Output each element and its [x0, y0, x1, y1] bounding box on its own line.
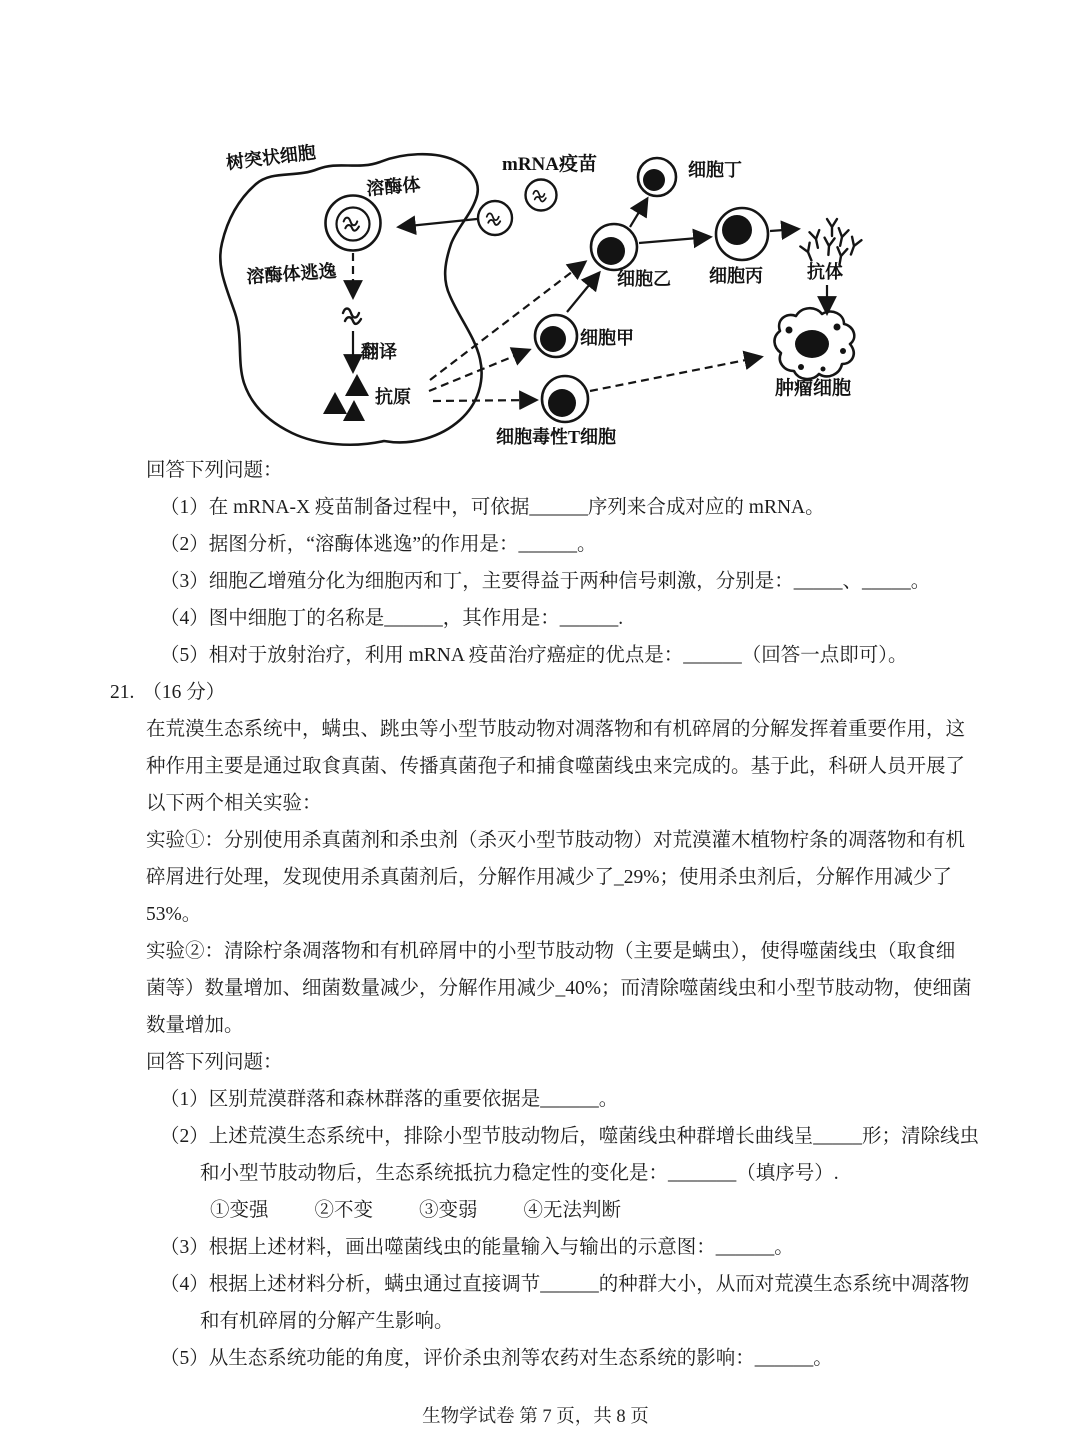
q21-number: 21. [110, 682, 135, 703]
q21-body-line: 在荒漠生态系统中，螨虫、跳虫等小型节肢动物对凋落物和有机碎屑的分解发挥着重要作用，这 [146, 719, 966, 740]
dendritic-cell-outline [220, 154, 481, 445]
label-mrna-vaccine: mRNA疫苗 [502, 154, 597, 175]
label-lysosome-escape: 溶酶体逃逸 [245, 260, 338, 287]
immune-response-diagram [0, 0, 1071, 465]
q21-header [110, 674, 1000, 711]
cell-ding [638, 158, 676, 196]
q21-points: （16 分） [142, 682, 226, 703]
arrow-tcell-to-tumor [590, 357, 761, 391]
q21-answer-intro: 回答下列问题： [146, 1052, 283, 1073]
label-cell-ding: 细胞丁 [688, 160, 742, 180]
antibody-y-icons [800, 219, 861, 266]
q21-body-line: 菌等）数量增加、细菌数量减少，分解作用减少_40%；而清除噬菌线虫和小型节肢动物，使细菌 [146, 978, 972, 999]
q21-item-2-line-2: 和小型节肢动物后，生态系统抵抗力稳定性的变化是：_______（填序号）. [200, 1163, 839, 1184]
question-content [110, 452, 1000, 1377]
arrow-vaccine-to-lysosome [399, 219, 477, 227]
q20-answer-intro: 回答下列问题： [146, 460, 283, 481]
label-antigen: 抗原 [375, 387, 411, 407]
arrow-bing-to-antibody [770, 229, 798, 231]
q20-item-1: （1）在 mRNA-X 疫苗制备过程中，可依据______序列来合成对应的 mRNA。 [160, 497, 825, 518]
page-footer: 生物学试卷 第 7 页，共 8 页 [422, 1407, 649, 1427]
label-cytotoxic-t-cell: 细胞毒性T细胞 [496, 427, 617, 447]
q21-item-2-line-1: （2）上述荒漠生态系统中，排除小型节肢动物后，噬菌线虫种群增长曲线呈_____形；清除线虫 [160, 1126, 980, 1147]
q20-item-5: （5）相对于放射治疗，利用 mRNA 疫苗治疗癌症的优点是：______（回答一点即可）。 [160, 645, 908, 666]
option-weaker: ③变弱 [419, 1200, 478, 1221]
q21-body-line: 种作用主要是通过取食真菌、传播真菌孢子和捕食噬菌线虫来完成的。基于此，科研人员开展了 [146, 756, 966, 777]
label-cell-bing: 细胞丙 [709, 266, 763, 286]
arrow-yi-to-ding [630, 199, 647, 227]
cell-bing [716, 208, 768, 260]
label-tumor-cell: 肿瘤细胞 [775, 378, 852, 399]
lysosome-organelle [326, 196, 381, 251]
q21-item-4-line-2: 和有机碎屑的分解产生影响。 [200, 1311, 454, 1332]
label-cell-jia: 细胞甲 [580, 328, 634, 348]
antigen-triangles [323, 374, 369, 421]
q21-body-line: 53%。 [146, 904, 202, 925]
q21-body-line: 实验②：清除柠条凋落物和有机碎屑中的小型节肢动物（主要是螨虫），使得噬菌线虫（取食细 [146, 941, 956, 962]
cell-jia [535, 315, 577, 357]
arrow-jia-to-yi [567, 273, 599, 312]
q21-item-3: （3）根据上述材料，画出噬菌线虫的能量输入与输出的示意图：______。 [160, 1237, 794, 1258]
q21-item-1: （1）区别荒漠群落和森林群落的重要依据是______。 [160, 1089, 619, 1110]
q21-item-2-options [210, 1192, 1000, 1229]
q20-item-3: （3）细胞乙增殖分化为细胞丙和丁，主要得益于两种信号刺激，分别是：_____、_____。 [160, 571, 931, 592]
q20-item-2: （2）据图分析，“溶酶体逃逸”的作用是：______。 [160, 534, 597, 555]
mrna-vaccine-particles [478, 180, 557, 236]
escaped-mrna-squiggle-icon [343, 309, 361, 324]
q21-item-4-line-1: （4）根据上述材料分析，螨虫通过直接调节______的种群大小，从而对荒漠生态系统中凋落物 [160, 1274, 970, 1295]
option-cannot-judge: ④无法判断 [523, 1200, 622, 1221]
label-dendritic-cell: 树突状细胞 [225, 142, 317, 173]
q21-body-line: 以下两个相关实验： [146, 793, 322, 814]
mrna-squiggle-icon [487, 213, 501, 225]
arrow-yi-to-bing [639, 237, 710, 243]
arrow-antigen-to-tcell [433, 400, 536, 401]
q21-item-5: （5）从生态系统功能的角度，评价杀虫剂等农药对生态系统的影响：______。 [160, 1348, 833, 1369]
q20-item-4: （4）图中细胞丁的名称是______，其作用是：______. [160, 608, 624, 629]
label-cell-yi: 细胞乙 [617, 269, 671, 289]
tumor-cell [774, 308, 854, 379]
mrna-squiggle-icon [533, 191, 546, 202]
option-unchanged: ②不变 [314, 1200, 374, 1221]
option-stronger: ①变强 [210, 1200, 269, 1221]
arrow-antigen-to-yi [430, 262, 585, 380]
label-translation: 翻译 [361, 342, 397, 362]
label-lysosome: 溶酶体 [365, 174, 422, 199]
q21-body-line: 数量增加。 [146, 1015, 244, 1036]
label-antibody: 抗体 [807, 262, 843, 282]
cell-yi [591, 224, 637, 270]
q21-body-line: 实验①：分别使用杀真菌剂和杀虫剂（杀灭小型节肢动物）对荒漠灌木植物柠条的凋落物和有机 [146, 830, 966, 851]
mrna-squiggle-icon [344, 218, 359, 231]
q21-body-line: 碎屑进行处理，发现使用杀真菌剂后，分解作用减少了_29%；使用杀虫剂后，分解作用减少了 [146, 867, 952, 888]
cytotoxic-t-cell [542, 376, 588, 422]
